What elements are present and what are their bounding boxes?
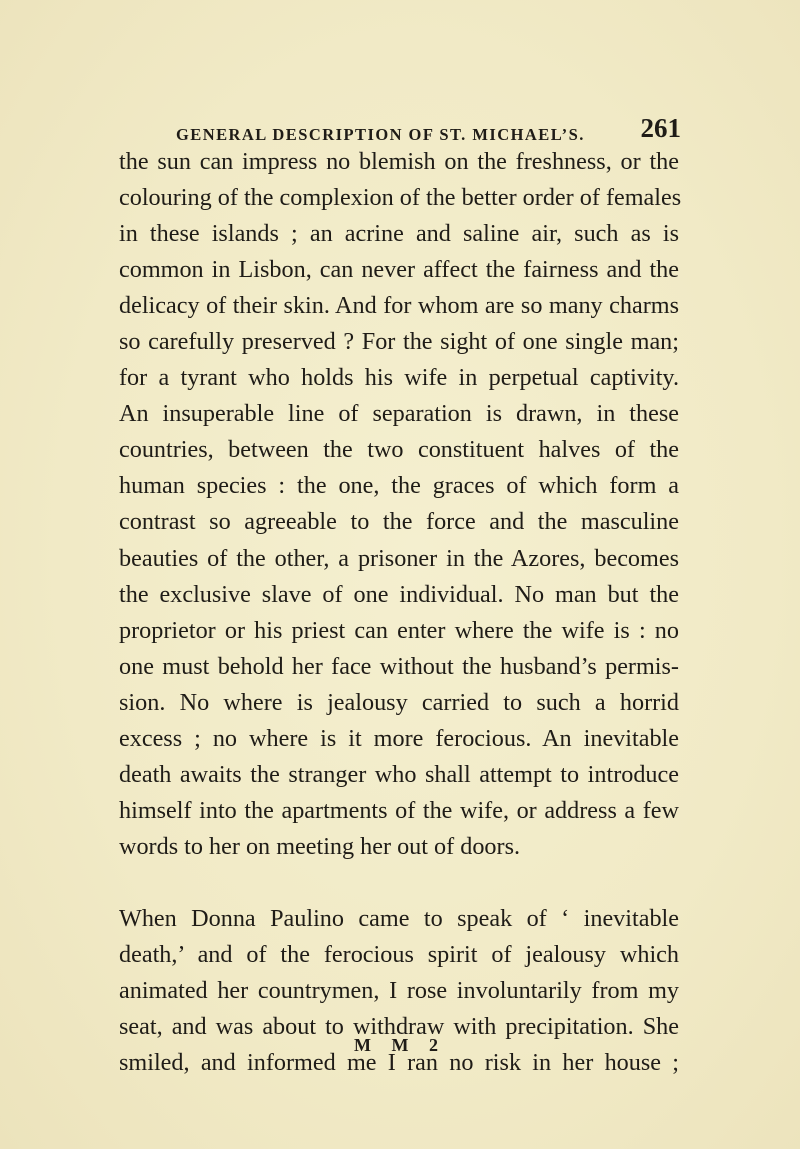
text-line: delicacy of their skin. And for whom are so many charms bbox=[119, 292, 679, 320]
page-body-text bbox=[119, 144, 682, 1081]
text-line: animated her countrymen, I rose involuntarily from my bbox=[119, 977, 679, 1005]
text-line: himself into the apartments of the wife, or address a few bbox=[119, 796, 679, 824]
text-line: the sun can impress no blemish on the freshness, or the bbox=[119, 148, 679, 175]
text-line: for a tyrant who holds his wife in perpetual captivity. bbox=[119, 364, 679, 392]
text-line: countries, between the two constituent halves of the bbox=[119, 436, 679, 464]
text-line: colouring of the complexion of the better order of females bbox=[119, 184, 682, 212]
text-line: An insuperable line of separation is drawn, in these bbox=[119, 400, 679, 428]
text-line: seat, and was about to withdraw with precipitation. She bbox=[119, 1013, 679, 1041]
text-line: When Donna Paulino came to speak of ‘ inevitable bbox=[119, 904, 679, 932]
text-line: the exclusive slave of one individual. No man but the bbox=[119, 580, 679, 608]
text-line: sion. No where is jealousy carried to such a horrid bbox=[119, 688, 679, 716]
text-line: excess ; no where is it more ferocious. An inevitable bbox=[119, 724, 679, 752]
text-line: smiled, and informed me I ran no risk in her house ; bbox=[119, 1049, 679, 1077]
page-signature: M M 2 bbox=[354, 1035, 446, 1055]
text-line: one must behold her face without the husband’s permis- bbox=[119, 652, 679, 680]
running-head: GENERAL DESCRIPTION OF ST. MICHAEL’S. bbox=[176, 125, 585, 144]
text-line: so carefully preserved ? For the sight of one single man; bbox=[119, 328, 679, 356]
paragraph-1 bbox=[119, 144, 682, 865]
text-line: human species : the one, the graces of which form a bbox=[119, 472, 679, 500]
paragraph-spacer bbox=[119, 865, 679, 901]
text-line: words to her on meeting her out of doors. bbox=[119, 832, 521, 860]
page-number: 261 bbox=[640, 113, 681, 143]
text-line: contrast so agreeable to the force and the masculine bbox=[119, 508, 679, 536]
text-line: in these islands ; an acrine and saline air, such as is bbox=[119, 220, 679, 248]
text-line: death,’ and of the ferocious spirit of jealousy which bbox=[119, 941, 679, 969]
text-line: proprietor or his priest can enter where the wife is : no bbox=[119, 616, 679, 644]
text-line: beauties of the other, a prisoner in the Azores, becomes bbox=[119, 544, 679, 572]
text-line: common in Lisbon, can never affect the fairness and the bbox=[119, 256, 679, 284]
text-line: death awaits the stranger who shall attempt to introduce bbox=[119, 760, 679, 788]
